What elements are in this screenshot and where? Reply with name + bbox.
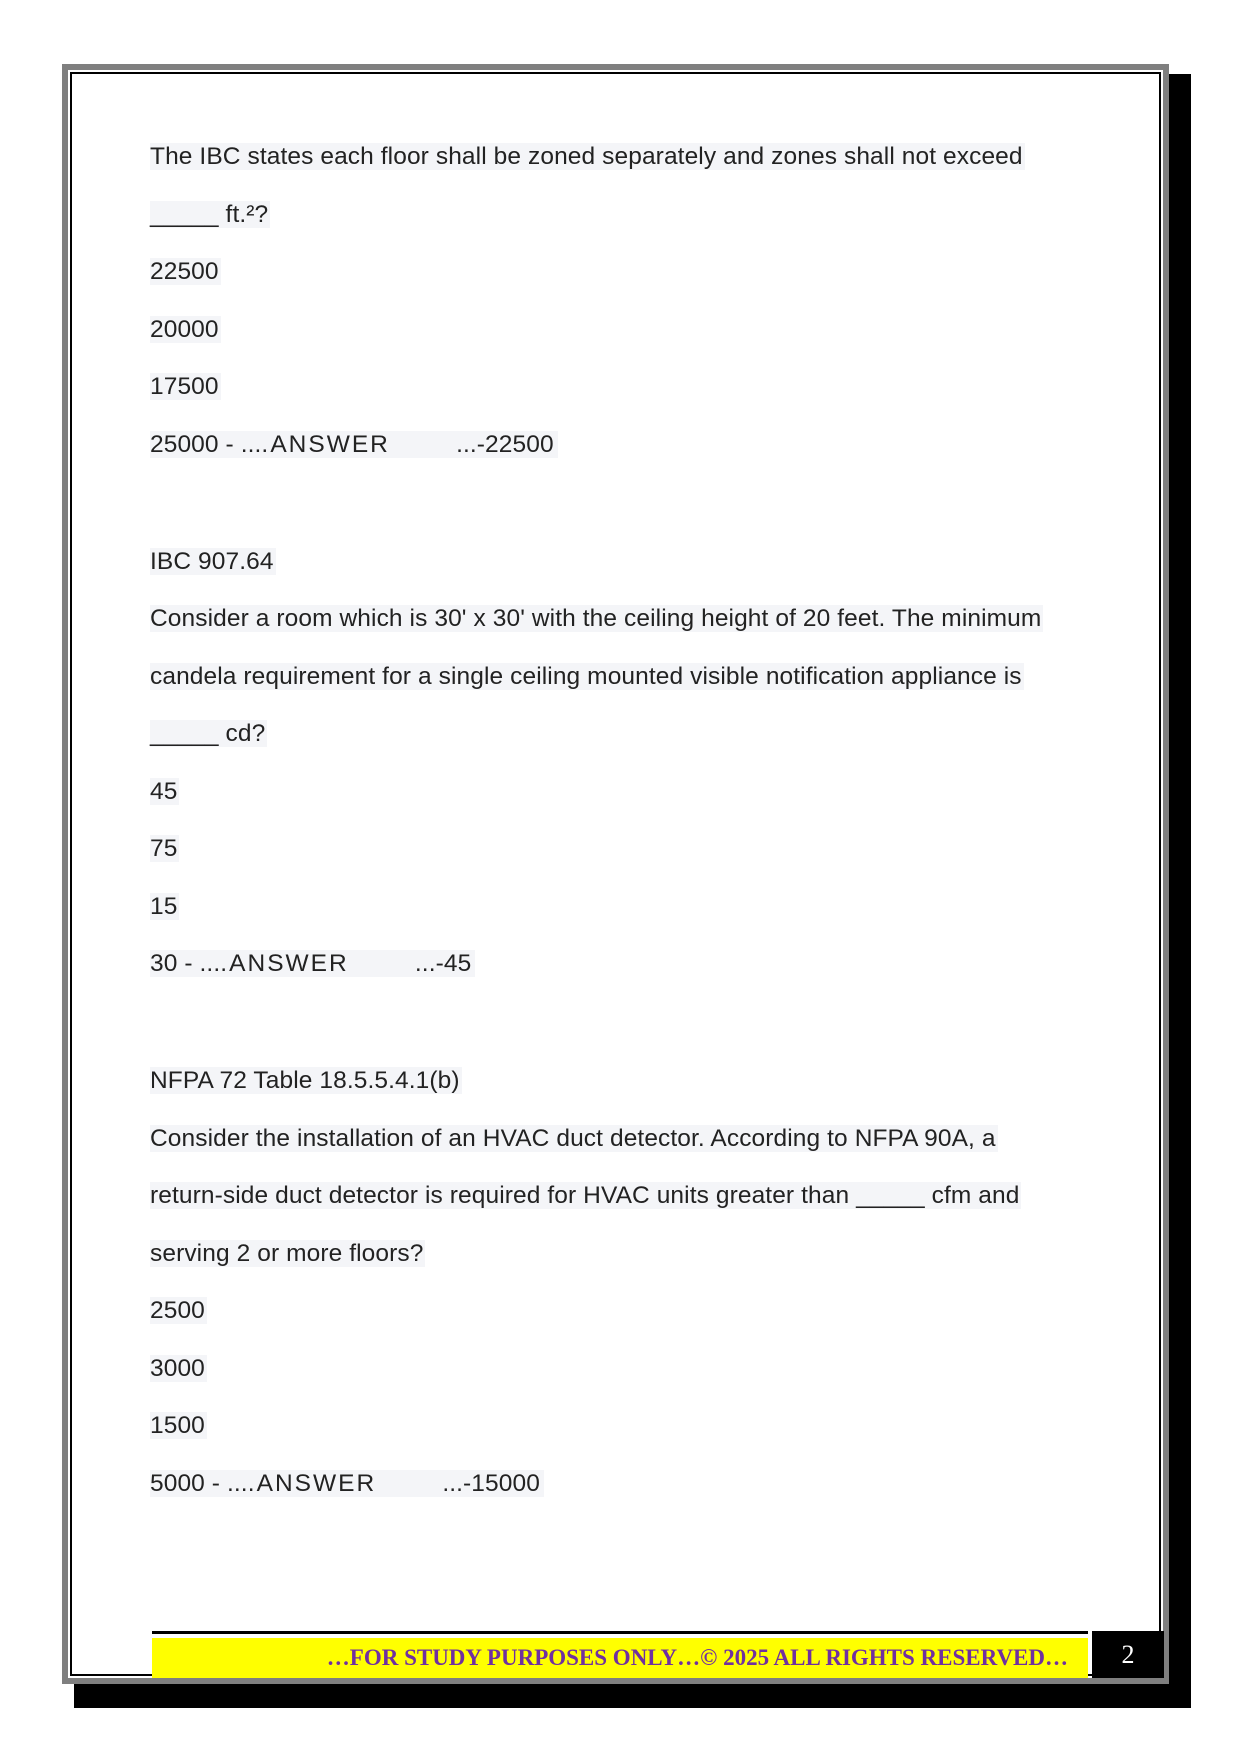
question-text: return-side duct detector is required for HVAC units greater than _____ cfm and: [150, 1182, 1020, 1209]
page-footer: [150, 1631, 1164, 1678]
page-number: 2: [1092, 1631, 1164, 1678]
answer-spacer: [378, 1470, 442, 1497]
question-text: Consider the installation of an HVAC duct detector. According to NFPA 90A, a: [150, 1124, 996, 1152]
answer-option: 3000: [150, 1354, 205, 1382]
question-text: _____ cd?: [150, 720, 266, 747]
answer-label: ANSWER: [229, 950, 349, 977]
answer-label: ANSWER: [256, 1469, 377, 1497]
block-spacer: [150, 980, 1070, 1064]
block-spacer: [150, 461, 1070, 545]
reference-line: NFPA 72 Table 18.5.5.4.1(b): [150, 1067, 460, 1094]
answer-option: 1500: [150, 1412, 205, 1439]
answer-option: 2500: [150, 1297, 205, 1324]
last-option: 25000 - ....: [150, 430, 269, 458]
footer-rule: [152, 1631, 1088, 1634]
answer-option: 15: [150, 892, 178, 920]
answer-option: 20000: [150, 315, 219, 343]
footer-text: …FOR STUDY PURPOSES ONLY…© 2025 ALL RIGHTS RESERVED…: [326, 1645, 1068, 1670]
answer-spacer: [351, 950, 415, 977]
answer-label: ANSWER: [270, 430, 390, 458]
answer-option: 22500: [150, 258, 219, 285]
question-text: The IBC states each floor shall be zoned separately and zones shall not exceed: [150, 143, 1023, 170]
answer-line: [150, 947, 1070, 980]
question-text: serving 2 or more floors?: [150, 1239, 424, 1267]
question-text: _____ ft.²?: [150, 200, 269, 228]
last-option: 30 - ....: [150, 950, 228, 977]
answer-option: 45: [150, 777, 178, 805]
document-body: [150, 140, 1070, 1500]
answer-line: [150, 428, 1070, 461]
answer-spacer: [392, 431, 456, 458]
answer-option: 17500: [150, 373, 219, 400]
answer-value: ...-22500: [456, 430, 554, 458]
question-text: Consider a room which is 30' x 30' with the ceiling height of 20 feet. The minimum: [150, 605, 1042, 632]
question-block-2: [150, 545, 1070, 981]
question-block-3: [150, 1064, 1070, 1500]
answer-line: [150, 1467, 1070, 1500]
footer-banner: [152, 1638, 1088, 1678]
answer-option: 75: [150, 835, 178, 862]
last-option: 5000 - ....: [150, 1469, 255, 1497]
question-block-1: [150, 140, 1070, 461]
answer-value: ...-15000: [442, 1469, 540, 1497]
question-text: candela requirement for a single ceiling mounted visible notification appliance is: [150, 662, 1022, 690]
answer-value: ...-45: [414, 950, 472, 977]
reference-line: IBC 907.64: [150, 547, 274, 575]
